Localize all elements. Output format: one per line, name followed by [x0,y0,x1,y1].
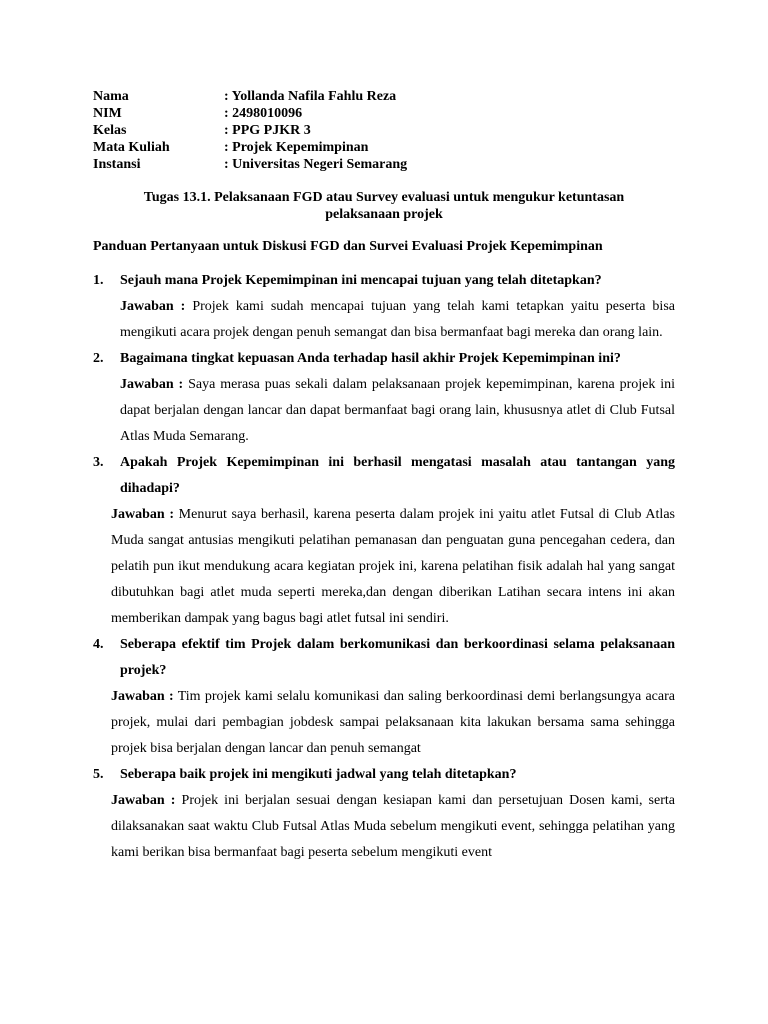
answer-text: Tim projek kami selalu komunikasi dan saling berkoordinasi demi berlangsungya acara projek, mulai dari pembagian jobdesk sampai pelaksanaan kita lakukan bersama sama sehingga projek bisa berjalan dengan lancar dan penuh semangat [111,689,675,756]
section-heading: Panduan Pertanyaan untuk Diskusi FGD dan Survei Evaluasi Projek Kepemimpinan [93,239,603,254]
identity-row [93,122,407,139]
question-text: Sejauh mana Projek Kepemimpinan ini mencapai tujuan yang telah ditetapkan? [120,273,602,288]
question-item [0,346,768,450]
identity-label: Mata Kuliah [93,140,170,155]
answer-paragraph [111,502,675,632]
answer-label: Jawaban : [120,299,186,314]
question-item [0,268,768,346]
question-item [0,762,768,866]
identity-label: Instansi [93,157,141,172]
answer-text: Saya merasa puas sekali dalam pelaksanaan projek kepemimpinan, karena projek ini dapat berjalan dengan lancar dan dapat bermanfaat bagi orang lain, khususnya atlet di Club Futsal Atlas Muda Semarang. [120,377,676,444]
answer-label: Jawaban : [111,689,174,704]
identity-row [93,139,407,156]
identity-value: : PPG PJKR 3 [224,123,311,138]
question-number: 5. [93,767,104,782]
answer-paragraph [111,684,675,762]
identity-table [93,88,407,173]
title-line: Tugas 13.1. Pelaksanaan FGD atau Survey evaluasi untuk mengukur ketuntasan [143,190,625,205]
answer-paragraph [120,294,675,346]
question-text: Apakah Projek Kepemimpinan ini berhasil mengatasi masalah atau tantangan yang dihadapi? [120,455,675,496]
question-text: Seberapa efektif tim Projek dalam berkomunikasi dan berkoordinasi selama pelaksanaan projek? [120,637,675,678]
answer-label: Jawaban : [111,507,174,522]
answer-label: Jawaban : [120,377,184,392]
question-list [0,268,768,866]
answer-text: Menurut saya berhasil, karena peserta dalam projek ini yaitu atlet Futsal di Club Atlas Muda sangat antusias mengikuti pelatihan pemanasan dan penguatan guna pencegahan cedera, dan pelatih pun ikut mendukung acara kegiatan projek ini, karena pelatihan fisik adalah hal yang sangat dibutuhkan bagi atlet muda seperti mereka,dan dengan diberikan Latihan secara intens ini akan memberikan dampak yang bagus bagi atlet futsal ini sendiri. [111,507,675,626]
question-number: 3. [93,455,104,470]
question-number: 2. [93,351,104,366]
identity-row [93,88,407,105]
identity-row [93,156,407,173]
identity-value: : Yollanda Nafila Fahlu Reza [224,89,397,104]
identity-row [93,105,407,122]
identity-label: Kelas [93,123,127,138]
identity-label: NIM [93,106,122,121]
identity-label: Nama [93,89,129,104]
title-line: pelaksanaan projek [325,207,443,222]
identity-value: : Universitas Negeri Semarang [224,157,408,172]
answer-label: Jawaban : [111,793,176,808]
answer-text: Projek kami sudah mencapai tujuan yang telah kami tetapkan yaitu peserta bisa mengikuti acara projek dengan penuh semangat dan bisa bermanfaat bagi mereka dan orang lain. [120,299,675,340]
answer-paragraph [111,788,675,866]
question-item [0,450,768,632]
question-number: 4. [93,637,104,652]
question-text: Bagaimana tingkat kepuasan Anda terhadap hasil akhir Projek Kepemimpinan ini? [120,351,621,366]
question-number: 1. [93,273,104,288]
answer-paragraph [120,372,675,450]
document-title [93,189,675,223]
answer-text: Projek ini berjalan sesuai dengan kesiapan kami dan persetujuan Dosen kami, serta dilaksanakan saat waktu Club Futsal Atlas Muda sebelum mengikuti event, sehingga pelatihan yang kami berikan bisa bermanfaat bagi peserta sebelum mengikuti event [111,793,675,860]
question-item [0,632,768,762]
identity-value: : 2498010096 [224,106,303,121]
question-text: Seberapa baik projek ini mengikuti jadwal yang telah ditetapkan? [120,767,517,782]
identity-value: : Projek Kepemimpinan [224,140,369,155]
